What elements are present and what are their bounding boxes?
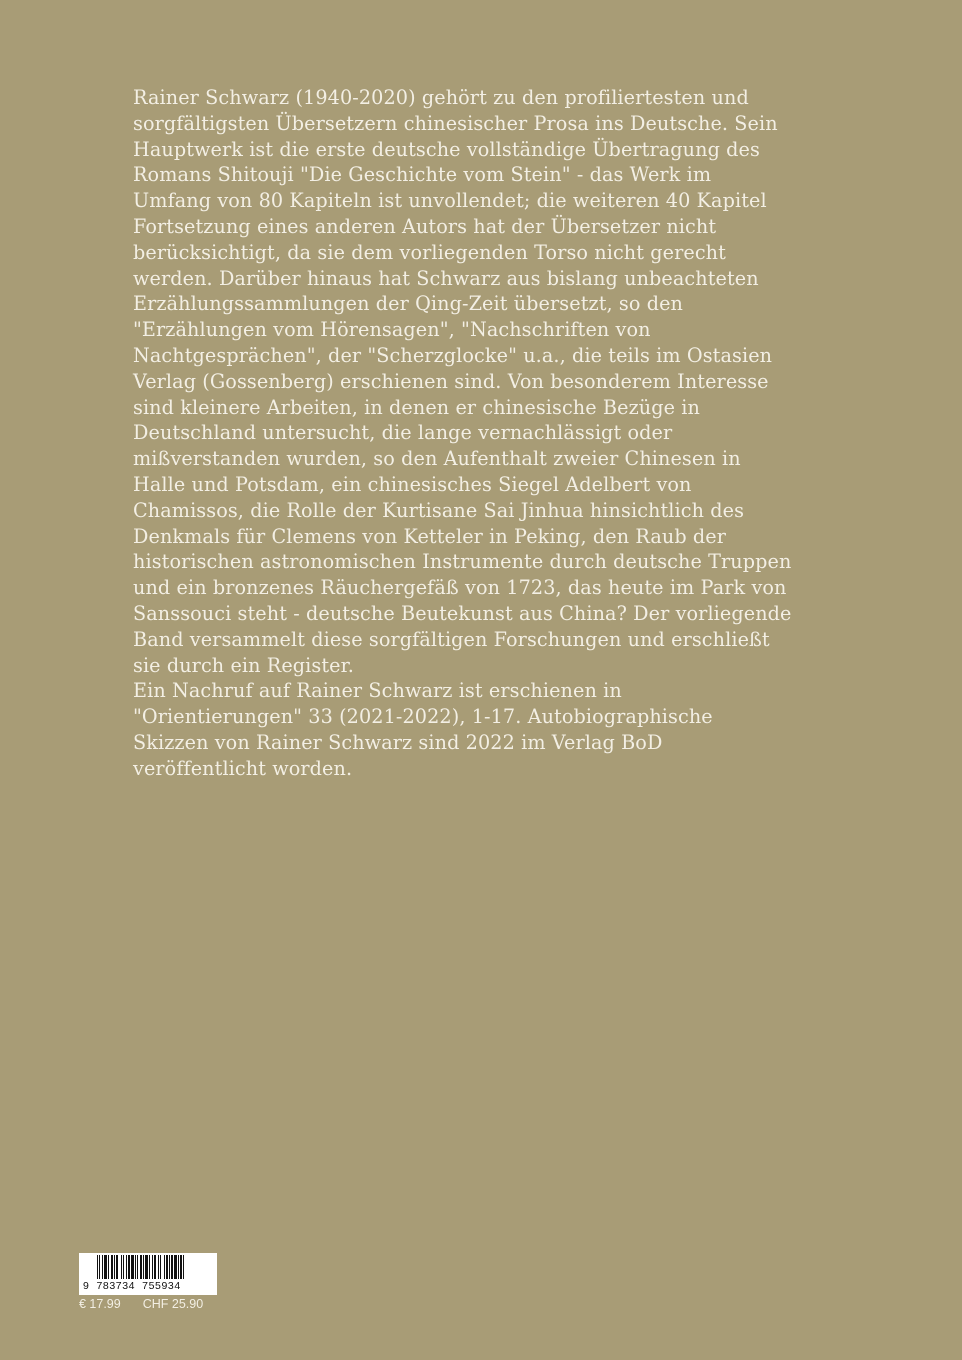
barcode-bar [183,1255,184,1279]
isbn-barcode [79,1253,217,1295]
price-chf: CHF 25.90 [142,1297,204,1311]
barcode-bars [97,1255,213,1279]
price-eur: € 17.99 [79,1297,121,1311]
isbn-digits: 9 783734 755934 [83,1280,181,1292]
price-labels [79,1297,229,1311]
blurb-paragraph-1: Rainer Schwarz (1940-2020) gehört zu den profiliertesten und sorgfältigsten Übersetzern chinesischer Prosa ins Deutsche. Sein Hauptwerk ist die erste deutsche vollständige Übertragung des Romans Shitouji "Die Geschichte vom Stein" - das Werk im Umfang von 80 Kapiteln ist unvollendet; die weiteren 40 Kapitel Fortsetzung eines anderen Autors hat der Übersetzer nicht berücksichtigt, da sie dem vorliegenden Torso nicht gerecht werden. Darüber hinaus hat Schwarz aus bislang unbeachteten Erzählungssammlungen der Qing-Zeit übersetzt, so den "Erzählungen vom Hörensagen", "Nachschriften von Nachtgesprächen", der "Scherzglocke" u.a., die teils im Ostasien Verlag (Gossenberg) erschienen sind. Von besonderem Interesse sind kleinere Arbeiten, in denen er chinesische Bezüge in Deutschland untersucht, die lange vernachlässigt oder mißverstanden wurden, so den Aufenthalt zweier Chinesen in Halle und Potsdam, ein chinesisches Siegel Adelbert von Chamissos, die Rolle der Kurtisane Sai Jinhua hinsichtlich des Denkmals für Clemens von Ketteler in Peking, den Raub der historischen astronomischen Instrumente durch deutsche Truppen und ein bronzenes Räuchergefäß von 1723, das heute im Park von Sanssouci steht - deutsche Beutekunst aus China? Der vorliegende Band versammelt diese sorgfältigen Forschungen und erschließt sie durch ein Register. [133,86,792,677]
back-cover-blurb [133,85,793,782]
blurb-paragraph-2: Ein Nachruf auf Rainer Schwarz ist erschienen in "Orientierungen" 33 (2021-2022), 1-17. Autobiographische Skizzen von Rainer Schwarz sind 2022 im Verlag BoD veröffentlicht worden. [133,679,713,780]
